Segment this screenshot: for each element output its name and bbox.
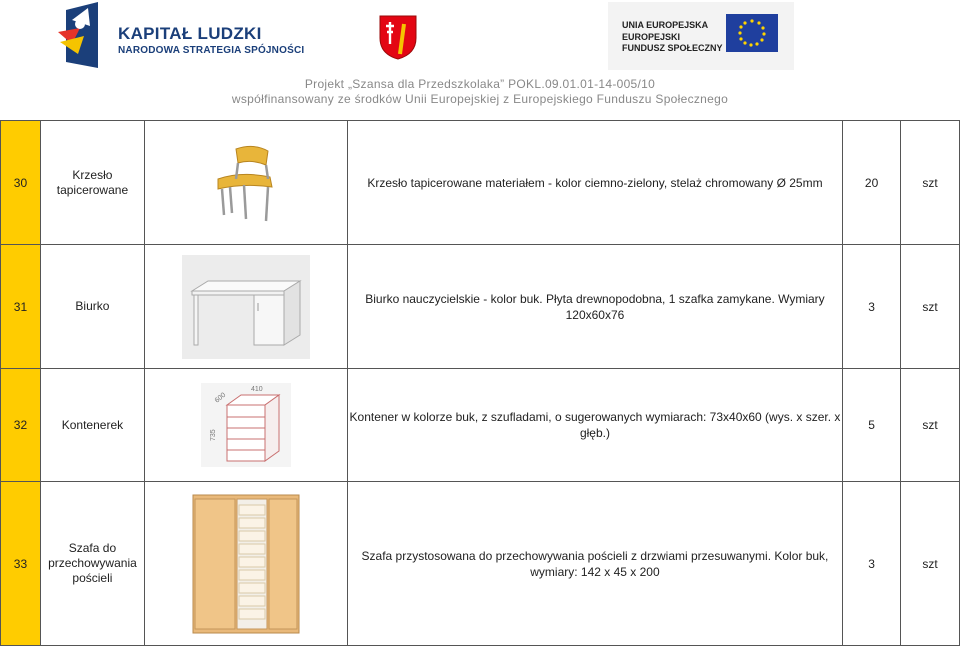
item-number: 31 [1, 245, 41, 369]
drawer-container-image [201, 383, 291, 467]
page-header [0, 0, 960, 118]
desk-image [182, 255, 310, 359]
eu-line2: EUROPEJSKI [622, 32, 681, 42]
furniture-table [0, 120, 960, 646]
table-row [1, 369, 960, 482]
item-description: Biurko nauczycielskie - kolor buk. Płyta drewnopodobna, 1 szafka zamykane. Wymiary 120x60x76 [347, 245, 842, 369]
eu-line1: UNIA EUROPEJSKA [622, 20, 709, 30]
kl-title: KAPITAŁ LUDZKI [118, 24, 262, 43]
eu-logo [608, 2, 794, 70]
kapital-ludzki-logo [58, 2, 313, 70]
table-row [1, 245, 960, 369]
item-quantity: 5 [843, 369, 901, 482]
item-description: Krzesło tapicerowane materiałem - kolor ciemno-zielony, stelaż chromowany Ø 25mm [347, 121, 842, 245]
table-row [1, 482, 960, 646]
dim-depth-label: 600 [213, 391, 228, 405]
item-number: 32 [1, 369, 41, 482]
item-name: Kontenerek [40, 369, 144, 482]
item-quantity: 20 [843, 121, 901, 245]
chair-image [206, 143, 286, 223]
kapital-ludzki-emblem-icon [58, 2, 118, 70]
project-cofinancing: współfinansowany ze środków Unii Europejskiej z Europejskiego Funduszu Społecznego [231, 92, 729, 106]
item-image-cell [144, 121, 347, 245]
item-unit: szt [901, 245, 960, 369]
item-name: Krzesło tapicerowane [40, 121, 144, 245]
kl-subtitle: NARODOWA STRATEGIA SPÓJNOŚCI [118, 45, 305, 56]
eu-line3: FUNDUSZ SPOŁECZNY [622, 43, 723, 53]
item-description: Szafa przystosowana do przechowywania pościeli z drzwiami przesuwanymi. Kolor buk, wymiary: 142 x 45 x 200 [347, 482, 842, 646]
item-description: Kontener w kolorze buk, z szufladami, o sugerowanych wymiarach: 73x40x60 (wys. x szer. x głęb.) [347, 369, 842, 482]
coat-of-arms-icon [378, 14, 418, 60]
item-name: Szafa do przechowywania pościeli [40, 482, 144, 646]
item-quantity: 3 [843, 482, 901, 646]
item-image-cell [144, 369, 347, 482]
item-image-cell [144, 482, 347, 646]
item-unit: szt [901, 482, 960, 646]
item-number: 30 [1, 121, 41, 245]
wardrobe-image [191, 493, 301, 635]
item-number: 33 [1, 482, 41, 646]
item-name: Biurko [40, 245, 144, 369]
item-quantity: 3 [843, 245, 901, 369]
dim-height-label: 735 [209, 429, 217, 441]
item-unit: szt [901, 369, 960, 482]
dim-width-label: 410 [250, 386, 263, 393]
item-image-cell [144, 245, 347, 369]
project-title: Projekt „Szansa dla Przedszkolaka” POKL.09.01.01-14-005/10 [304, 77, 656, 91]
table-row [1, 121, 960, 245]
eu-flag-icon [726, 14, 778, 52]
item-unit: szt [901, 121, 960, 245]
